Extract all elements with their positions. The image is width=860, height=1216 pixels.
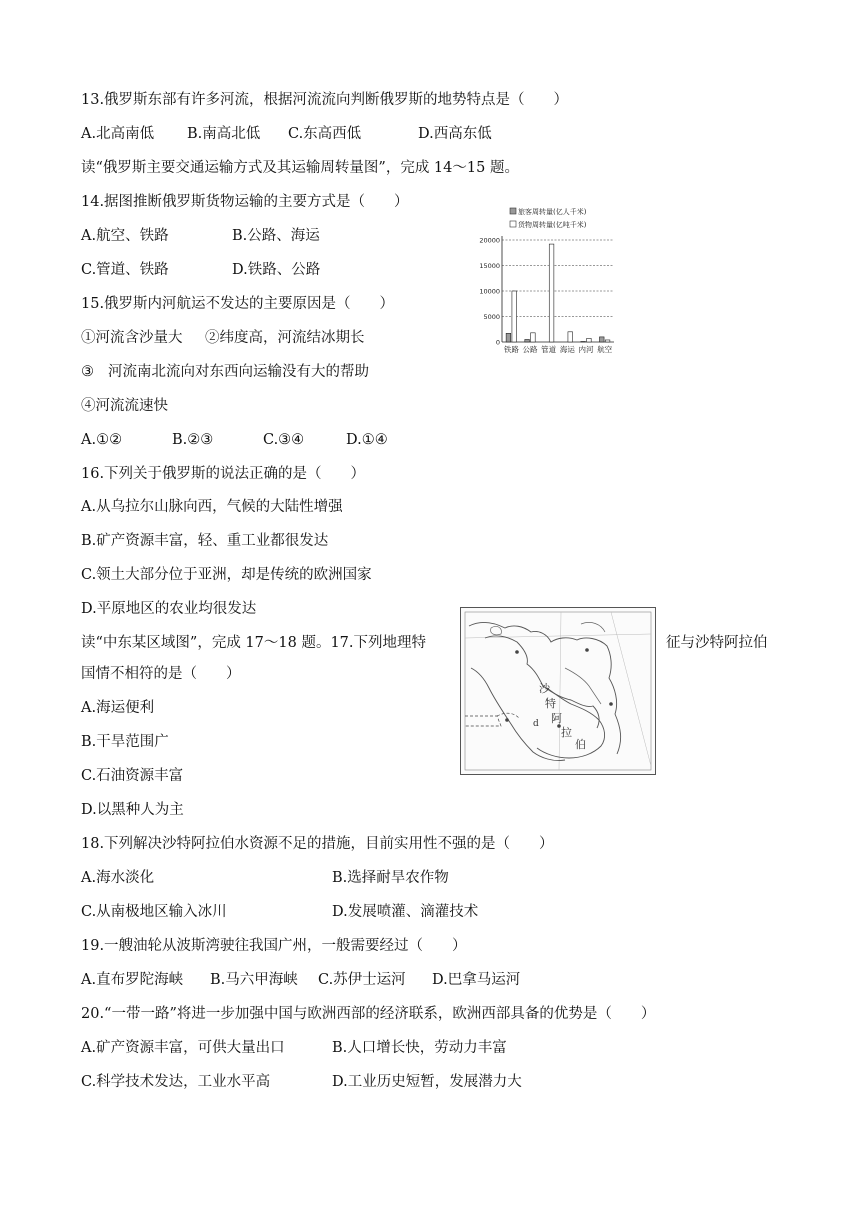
q17-option-c: C.石油资源丰富 <box>81 768 184 784</box>
q17-option-b: B.干旱范围广 <box>81 734 169 750</box>
map-label-country-5: 伯 <box>575 738 586 751</box>
q13-stem: 13.俄罗斯东部有许多河流，根据河流流向判断俄罗斯的地势特点是（ ） <box>81 92 569 108</box>
q15-option-c: C.③④ <box>263 432 305 448</box>
q15-statement-1: ①河流含沙量大 <box>81 330 183 346</box>
legend-swatch-passenger <box>510 208 516 214</box>
chart-bar-passenger <box>525 339 530 342</box>
chart-bar-passenger <box>581 341 586 342</box>
q13-option-a: A.北高南低 <box>81 126 155 142</box>
q17-option-d: D.以黑种人为主 <box>81 802 184 818</box>
q16-option-d: D.平原地区的农业均很发达 <box>81 601 257 617</box>
transport-bar-chart <box>470 202 620 360</box>
q19-stem: 19.一艘油轮从波斯湾驶往我国广州，一般需要经过（ ） <box>81 938 467 954</box>
q18-stem: 18.下列解决沙特阿拉伯水资源不足的措施，目前实用性不强的是（ ） <box>81 836 554 852</box>
map-label-country-3: 阿 <box>551 712 562 725</box>
q15-stem: 15.俄罗斯内河航运不发达的主要原因是（ ） <box>81 296 395 312</box>
q18-option-d: D.发展喷灌、滴灌技术 <box>332 904 479 920</box>
legend-swatch-freight <box>510 221 516 227</box>
chart-legend <box>510 207 587 229</box>
q15-statement-2: ②纬度高，河流结冰期长 <box>205 330 365 346</box>
chart-bar-freight <box>587 338 592 342</box>
q18-option-c: C.从南极地区输入冰川 <box>81 904 227 920</box>
q13-option-b: B.南高北低 <box>187 126 261 142</box>
q20-stem: 20.“一带一路”将进一步加强中国与欧洲西部的经济联系，欧洲西部具备的优势是（ ） <box>81 1006 656 1022</box>
q20-option-c: C.科学技术发达，工业水平高 <box>81 1074 271 1090</box>
q14-option-a: A.航空、铁路 <box>81 228 169 244</box>
middle-east-region-map <box>460 607 656 775</box>
q15-option-d: D.①④ <box>346 432 388 448</box>
q20-option-d: D.工业历史短暂，发展潜力大 <box>332 1074 522 1090</box>
reading-instruction-17-18: 读“中东某区域图”，完成 17～18 题。17.下列地理特 <box>81 635 427 651</box>
chart-y-tick-label: 0 <box>495 338 500 347</box>
q15-statement-3: 河流南北流向对东西向运输没有大的帮助 <box>108 364 369 380</box>
q20-option-a: A.矿产资源丰富，可供大量出口 <box>81 1040 285 1056</box>
q18-option-b: B.选择耐旱农作物 <box>332 870 449 886</box>
q17-stem: 国情不相符的是（ ） <box>81 666 241 682</box>
chart-bar-passenger <box>599 337 604 342</box>
q14-option-d: D.铁路、公路 <box>232 262 321 278</box>
map-label-country-4: 拉 <box>561 726 572 739</box>
q14-stem: 14.据图推断俄罗斯货物运输的主要方式是（ ） <box>81 194 409 210</box>
q19-option-c: C.苏伊士运河 <box>318 972 406 988</box>
chart-bar-freight <box>512 291 517 342</box>
q20-option-b: B.人口增长快，劳动力丰富 <box>332 1040 507 1056</box>
map-label-country-2: 特 <box>545 697 556 710</box>
q19-option-b: B.马六甲海峡 <box>210 972 298 988</box>
q14-option-b: B.公路、海运 <box>232 228 320 244</box>
chart-x-tick-label: 内河 <box>578 345 594 354</box>
reading-instruction-14-15: 读“俄罗斯主要交通运输方式及其运输周转量图”，完成 14～15 题。 <box>81 160 519 176</box>
chart-x-tick-label: 海运 <box>559 345 575 354</box>
q14-option-c: C.管道、铁路 <box>81 262 169 278</box>
legend-label-passenger: 旅客周转量(亿人千米) <box>518 208 587 216</box>
chart-x-tick-label: 管道 <box>541 345 557 354</box>
q16-option-b: B.矿产资源丰富，轻、重工业都很发达 <box>81 533 329 549</box>
chart-x-tick-label: 铁路 <box>503 345 519 354</box>
q15-option-a: A.①② <box>81 432 123 448</box>
q15-statement-3-mark: ③ <box>81 364 94 380</box>
q16-stem: 16.下列关于俄罗斯的说法正确的是（ ） <box>81 466 366 482</box>
legend-label-freight: 货物周转量(亿吨千米) <box>518 221 587 229</box>
q19-option-d: D.巴拿马运河 <box>432 972 521 988</box>
q13-option-d: D.西高东低 <box>418 126 492 142</box>
chart-bar-freight <box>549 244 554 342</box>
chart-y-tick-label: 15000 <box>479 262 500 270</box>
q16-option-a: A.从乌拉尔山脉向西，气候的大陆性增强 <box>81 499 343 515</box>
chart-y-tick-label: 20000 <box>479 236 500 245</box>
q19-option-a: A.直布罗陀海峡 <box>81 972 184 988</box>
chart-x-tick-label: 航空 <box>597 345 613 354</box>
q16-option-c: C.领土大部分位于亚洲，却是传统的欧洲国家 <box>81 567 372 583</box>
chart-y-tick-label: 5000 <box>483 313 500 321</box>
chart-bar-freight <box>531 333 536 342</box>
q15-option-b: B.②③ <box>172 432 214 448</box>
q17-option-a: A.海运便利 <box>81 700 155 716</box>
map-label-country-1: 沙 <box>539 682 550 695</box>
chart-bar-freight <box>605 340 610 342</box>
chart-x-tick-label: 公路 <box>522 345 538 354</box>
reading-instruction-17-18-cont: 征与沙特阿拉伯 <box>666 635 768 651</box>
chart-y-tick-label: 10000 <box>479 287 500 296</box>
map-label-d: d <box>533 719 539 729</box>
q15-statement-4: ④河流流速快 <box>81 398 168 414</box>
q13-option-c: C.东高西低 <box>288 126 362 142</box>
q18-option-a: A.海水淡化 <box>81 870 155 886</box>
chart-bar-passenger <box>506 333 511 342</box>
chart-bar-freight <box>568 332 573 342</box>
